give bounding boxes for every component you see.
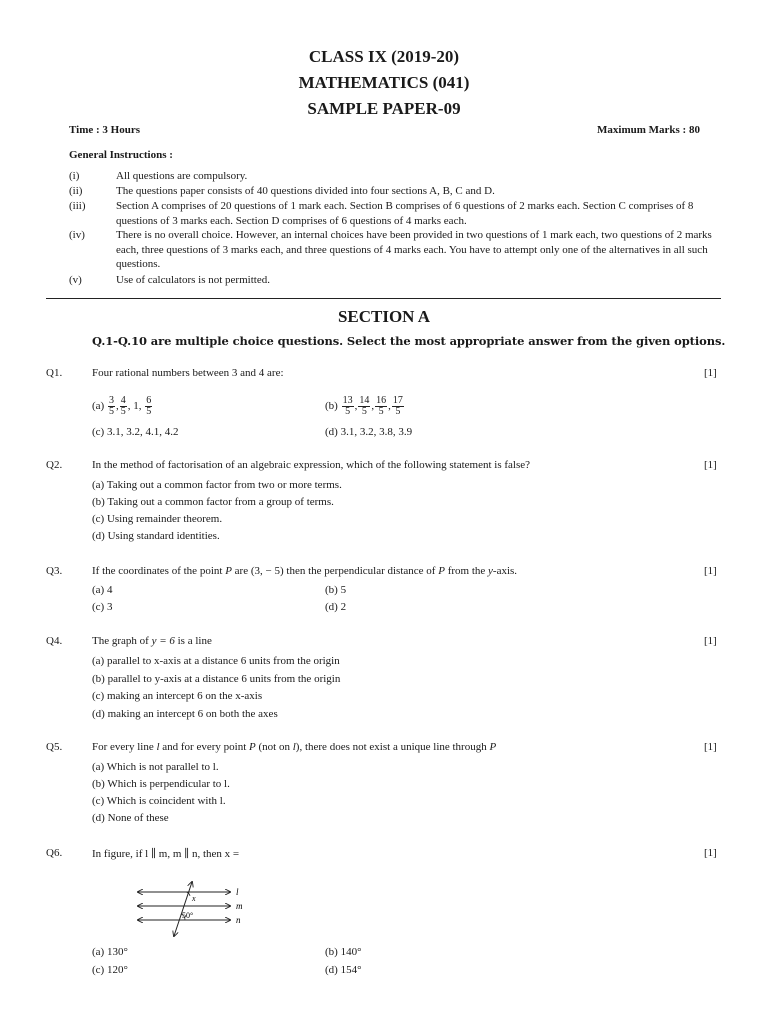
question-number: Q2. [46, 459, 63, 471]
option-b: (b) Taking out a common factor from a group of terms. [92, 496, 334, 508]
option-a: (a) 4 [92, 584, 113, 596]
question-number: Q6. [46, 847, 63, 859]
question-marks: [1] [704, 847, 717, 859]
fraction: $\frac{14}{5}$ [359, 395, 370, 417]
option-b: (b) 140° [325, 946, 362, 958]
instruction-text: There is no overall choice. However, an internal choices have been provided in two questions of 1 mark each, two questions of 2 marks each, three questions of 3 marks each, and three questions of 4 marks each. You have to attempt only one of the alternatives in all such questions. [116, 229, 712, 270]
label-n: n [236, 915, 241, 925]
transversal [174, 882, 192, 936]
fraction: $\frac{17}{5}$ [392, 395, 403, 417]
question-text: Four rational numbers between 3 and 4 are: [92, 367, 284, 379]
question-number: Q1. [46, 367, 63, 379]
fraction: $\frac{3}{5}$ [108, 395, 114, 417]
instruction-item [69, 273, 724, 287]
section-title: SECTION A [337, 307, 431, 326]
option-label: (a) [92, 400, 105, 413]
fraction: $\frac{16}{5}$ [376, 395, 387, 417]
fraction: $\frac{13}{5}$ [342, 395, 353, 417]
section-note: Q.1-Q.10 are multiple choice questions. Select the most appropriate answer from the given options. [92, 334, 726, 348]
question-text: The graph of y = 6 is a line [92, 635, 212, 647]
option-c: (c) Which is coincident with l. [92, 795, 226, 807]
instruction-item [69, 169, 724, 183]
option-a: (a) 130° [92, 946, 128, 958]
subject-title: MATHEMATICS (041) [298, 73, 470, 92]
paper-name: SAMPLE PAPER-09 [307, 99, 461, 118]
instruction-item [69, 184, 724, 198]
question-marks: [1] [704, 635, 717, 647]
question-text: If the coordinates of the point P are (3, − 5) then the perpendicular distance of P from the y-axis. [92, 565, 518, 577]
option-d: (d) None of these [92, 812, 169, 824]
question-marks: [1] [704, 459, 717, 471]
max-marks-label: Maximum Marks : 80 [597, 124, 700, 136]
label-m: m [236, 901, 243, 911]
instructions-heading: General Instructions : [69, 149, 173, 161]
divider-line [46, 298, 721, 299]
option-c: (c) Using remainder theorem. [92, 513, 223, 525]
instruction-text: The questions paper consists of 40 questions divided into four sections A, B, C and D. [116, 185, 495, 197]
fraction: $\frac{4}{5}$ [120, 395, 126, 417]
option-a: (a) Which is not parallel to l. [92, 761, 219, 773]
instruction-number: (i) [69, 170, 80, 182]
question-text: In the method of factorisation of an algebraic expression, which of the following statement is false? [92, 459, 531, 471]
option-a: (a) parallel to x-axis at a distance 6 units from the origin [92, 655, 340, 667]
option-c: (c) 3.1, 3.2, 4.1, 4.2 [92, 426, 179, 438]
instruction-number: (iv) [69, 229, 85, 241]
angle-50-label: 50° [182, 911, 194, 920]
instruction-number: (ii) [69, 185, 83, 197]
question-number: Q3. [46, 565, 63, 577]
option-d: (d) Using standard identities. [92, 530, 220, 542]
instruction-item [69, 228, 724, 272]
option-b: (b) 5 [325, 584, 347, 596]
instruction-text: Section A comprises of 20 questions of 1 mark each. Section B comprises of 6 questions of 2 marks each. Section C comprises of 8 questions of 3 marks each. Section D comprises of 6 questions of 4 marks each. [116, 200, 694, 227]
option-a: (a) $\frac{3}{5}$ , $\frac{4}{5}$ , 1, $\frac{6}{5}$ [92, 395, 152, 417]
option-c: (c) 120° [92, 964, 128, 976]
instruction-text: Use of calculators is not permitted. [116, 274, 270, 286]
option-d: (d) 154° [325, 964, 362, 976]
option-c: (c) 3 [92, 601, 113, 613]
option-a: (a) Taking out a common factor from two or more terms. [92, 479, 342, 491]
angle-x-label: x [192, 894, 196, 903]
option-b: (b) $\frac{13}{5}$ , $\frac{14}{5}$ , $\frac{16}{5}$ , $\frac{17}{5}$ [325, 395, 403, 417]
question-marks: [1] [704, 741, 717, 753]
question-number: Q4. [46, 635, 63, 647]
option-d: (d) making an intercept 6 on both the axes [92, 708, 278, 720]
option-d: (d) 2 [325, 601, 347, 613]
class-title: CLASS IX (2019-20) [308, 47, 460, 66]
parallel-lines-figure [130, 880, 255, 942]
question-text: For every line l and for every point P (not on l), there does not exist a unique line through P [92, 741, 497, 753]
question-marks: [1] [704, 565, 717, 577]
instruction-item [69, 199, 724, 228]
option-b: (b) Which is perpendicular to l. [92, 778, 230, 790]
question-marks: [1] [704, 367, 717, 379]
question-number: Q5. [46, 741, 63, 753]
label-l: l [236, 887, 239, 897]
option-d: (d) 3.1, 3.2, 3.8, 3.9 [325, 426, 413, 438]
option-label: (b) [325, 400, 338, 413]
instruction-number: (iii) [69, 200, 86, 212]
option-b: (b) parallel to y-axis at a distance 6 units from the origin [92, 673, 341, 685]
instruction-text: All questions are compulsory. [116, 170, 248, 182]
fraction: $\frac{6}{5}$ [146, 395, 152, 417]
time-label: Time : 3 Hours [69, 124, 140, 136]
option-c: (c) making an intercept 6 on the x-axis [92, 690, 263, 702]
question-text: In figure, if l ∥ m, m ∥ n, then x = [92, 848, 240, 860]
paper-title [0, 44, 768, 122]
instruction-number: (v) [69, 274, 82, 286]
option-value: 1, [133, 400, 142, 413]
